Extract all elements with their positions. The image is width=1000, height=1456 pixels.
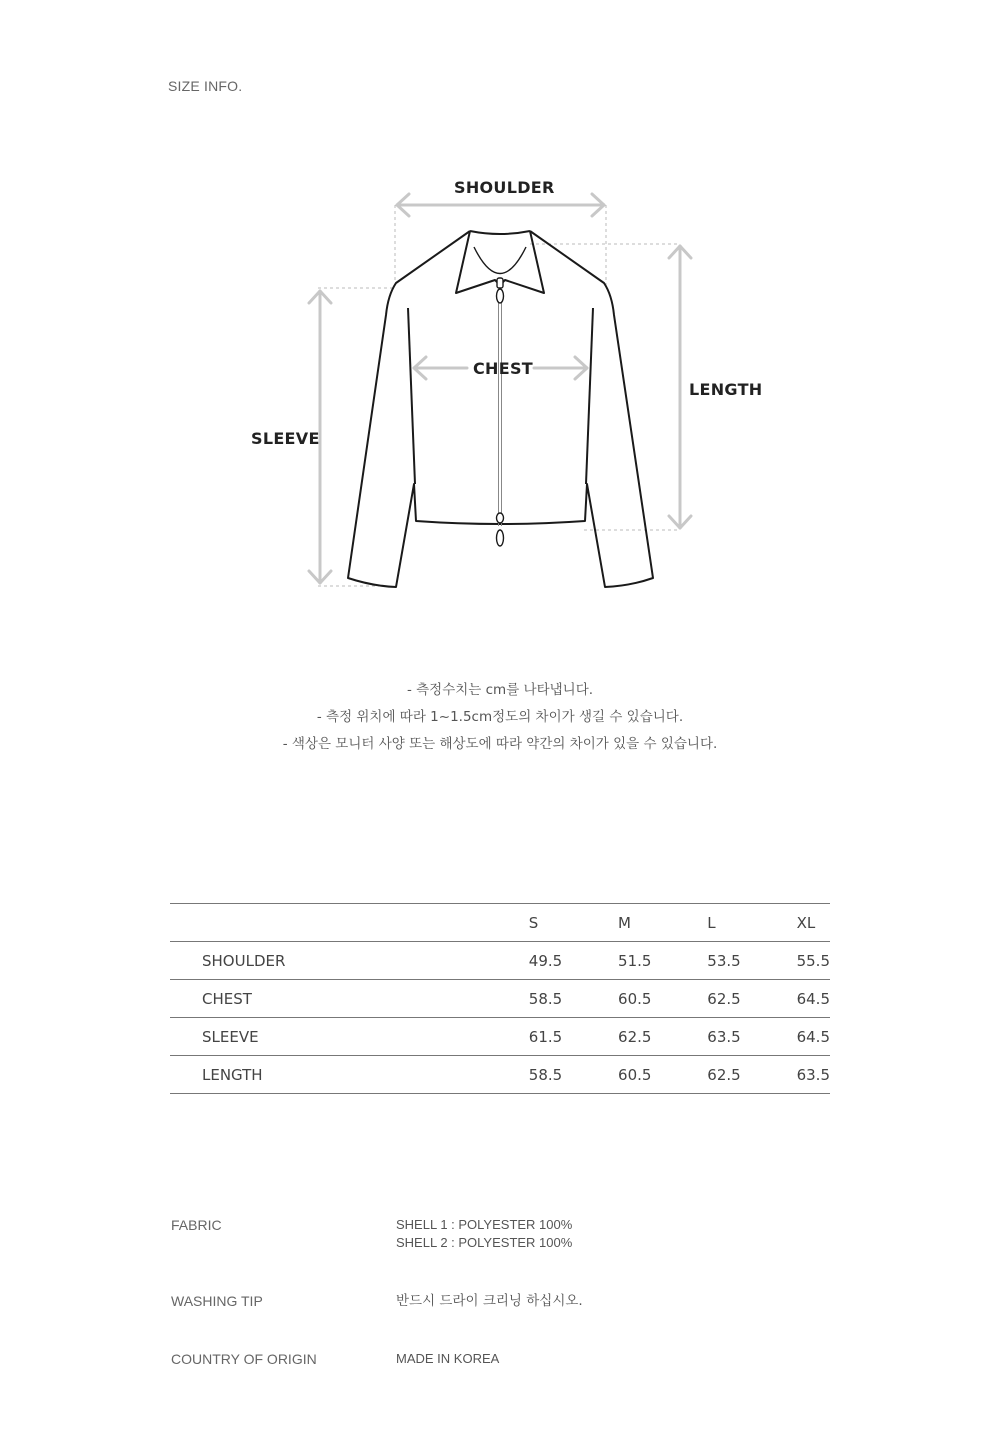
shoulder-label: SHOULDER	[454, 178, 555, 197]
table-cell: 61.5	[529, 1018, 618, 1056]
fabric-label: FABRIC	[171, 1217, 222, 1233]
row-label: LENGTH	[170, 1056, 529, 1094]
table-cell: 58.5	[529, 980, 618, 1018]
header-cell-m: M	[618, 904, 707, 942]
table-cell: 49.5	[529, 942, 618, 980]
table-cell: 64.5	[797, 1018, 830, 1056]
table-cell: 62.5	[618, 1018, 707, 1056]
table-cell: 53.5	[707, 942, 796, 980]
washing-label: WASHING TIP	[171, 1293, 263, 1309]
table-cell: 55.5	[797, 942, 830, 980]
table-cell: 62.5	[707, 1056, 796, 1094]
header-cell-s: S	[529, 904, 618, 942]
table-cell: 60.5	[618, 980, 707, 1018]
table-cell: 62.5	[707, 980, 796, 1018]
measurement-notes	[0, 680, 1000, 761]
fabric-value	[396, 1216, 572, 1252]
note-line: - 측정 위치에 따라 1~1.5cm정도의 차이가 생길 수 있습니다.	[316, 709, 684, 725]
size-table	[170, 903, 830, 1094]
row-label: SHOULDER	[170, 942, 529, 980]
fabric-line: SHELL 2 : POLYESTER 100%	[396, 1235, 573, 1250]
section-title: SIZE INFO.	[168, 78, 243, 94]
washing-value: 반드시 드라이 크리닝 하십시오.	[396, 1293, 583, 1309]
row-label: SLEEVE	[170, 1018, 529, 1056]
table-cell: 63.5	[707, 1018, 796, 1056]
zipper	[497, 278, 504, 546]
table-row	[170, 1056, 830, 1094]
table-header-row	[170, 904, 830, 942]
note-line: - 측정수치는 cm를 나타냅니다.	[406, 682, 594, 698]
table-cell: 64.5	[797, 980, 830, 1018]
table-row	[170, 1018, 830, 1056]
fabric-line: SHELL 1 : POLYESTER 100%	[396, 1217, 573, 1232]
table-row	[170, 980, 830, 1018]
length-label: LENGTH	[689, 380, 763, 399]
row-label: CHEST	[170, 980, 529, 1018]
table-row	[170, 942, 830, 980]
jacket-illustration	[0, 0, 1000, 640]
origin-label: COUNTRY OF ORIGIN	[171, 1351, 317, 1367]
header-cell	[170, 904, 529, 942]
note-line: - 색상은 모니터 사양 또는 해상도에 따라 약간의 차이가 있을 수 있습니다.	[282, 736, 718, 752]
jacket-measurement-diagram	[0, 0, 1000, 640]
header-cell-xl: XL	[797, 904, 830, 942]
chest-label: CHEST	[473, 359, 533, 378]
table-cell: 63.5	[797, 1056, 830, 1094]
table-cell: 51.5	[618, 942, 707, 980]
table-cell: 60.5	[618, 1056, 707, 1094]
header-cell-l: L	[707, 904, 796, 942]
sleeve-label: SLEEVE	[251, 429, 320, 448]
table-cell: 58.5	[529, 1056, 618, 1094]
origin-value: MADE IN KOREA	[396, 1351, 500, 1366]
